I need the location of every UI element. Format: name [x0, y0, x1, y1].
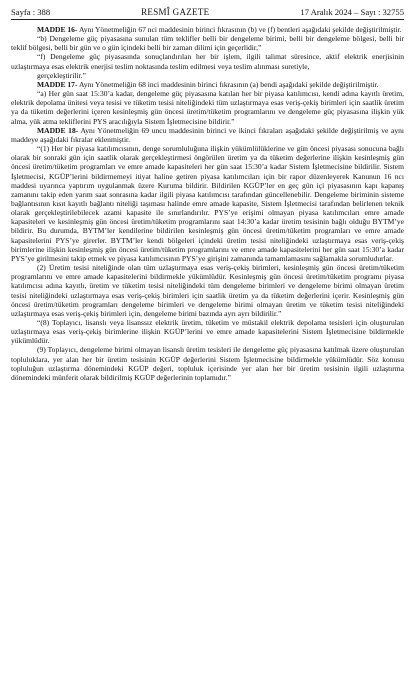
paragraph-text: (2) Üretim tesisi niteliğinde olan tüm uzlaştırmaya esas veriş-çekiş birimleri, kesinleşmiş gün öncesi üretim/tüketim programlarını ve emre amade kapasitelerini bildirmekle yükümlüdür. Kesinleşmiş gün öncesi üretim/tüketim programı piyasa katılımcısı adına kayıtlı, üretim ve tüketim tesisi niteliğindeki tüm dengeleme birimleri ve dengeleme birimi olmayan üretim tesisi niteliğindeki uzlaştırmaya esas veriş-çekiş birimleri için saatlik üretim ya da tüketim değerlerini içerir. Kesinleşmiş gün öncesi üretim/tüketim programları dengeleme birimleri ve dengeleme birimi olmayan üretim ve tüketim tesisi niteliğindeki uzlaştırmaya esas veriş-çekiş birimleri için, dengeleme birimi bazında ayrı ayrı bildirilir.”	[11, 263, 404, 318]
paragraph-text: “(8) Toplayıcı, lisanslı veya lisanssız elektrik üretim, tüketim ve müstakil elektrik depolama tesisleri için oluşturulan uzlaştırmaya esas veriş-çekiş birimlerine ilişkin KGÜP’lerini ve emre amade kapasitelerini Sistem İşletmecisine bildirmekle yükümlüdür.	[11, 318, 404, 346]
article-number: MADDE 16-	[37, 25, 78, 34]
paragraph	[11, 126, 404, 144]
paragraph	[11, 25, 404, 34]
paragraph	[11, 80, 404, 89]
paragraph-text: Aynı Yönetmeliğin 69 uncu maddesinin birinci ve ikinci fıkraları aşağıdaki şekilde değiştirilmiş ve aynı maddeye aşağıdaki fıkralar eklenmiştir.	[11, 125, 404, 144]
paragraph-text: “b) Dengeleme güç piyasasına sunulan tüm teklifler belli bir dengeleme birimi, belli bir dengeleme bölgesi, belli bir teklif bölgesi, belli bir gün ve o gün içindeki belli bir zaman dilimi için geçerlidir,”	[11, 34, 404, 53]
paragraph	[11, 89, 404, 126]
paragraph-text: “a) Her gün saat 15:30’a kadar, dengeleme güç piyasasına katılan her bir piyasa katılımcısı, kendi adına kayıtlı üretim, elektrik depolama ünitesi veya tesisi ve tüketim tesisi niteliğindeki tüm uzlaştırmaya esas veriş-çekiş birimleri için saatlik üretim ya da tüketim değerlerini içeren kesinleşmiş gün öncesi üretim/tüketim programlarını ve dengeleme güç piyasasına ilişkin yük alma, yük atma tekliflerini PYS aracılığıyla Sistem İşletmecisine bildirir.”	[11, 89, 404, 126]
page-header	[11, 7, 404, 20]
paragraph	[11, 52, 404, 70]
issue-date: 17 Aralık 2024 – Sayı : 32755	[300, 7, 404, 17]
paragraph-text: “f) Dengeleme güç piyasasında sonuçlandırılan her bir işlem, ilgili talimat süresince, aktif elektrik enerjisinin uzlaştırmaya esas elektrik enerjisi teslim noktasında teslim edilmesi veya teslim alınması suretiyle,	[11, 52, 404, 71]
paragraph-text: Aynı Yönetmeliğin 68 inci maddesinin birinci fıkrasının (a) bendi aşağıdaki şekilde değiştirilmiştir.	[77, 79, 379, 89]
paragraph	[11, 345, 404, 382]
gazette-title: RESMÎ GAZETE	[141, 7, 210, 17]
article-number: MADDE 18-	[37, 125, 79, 135]
paragraph-text: “(1) Her bir piyasa katılımcısının, denge sorumluluğuna ilişkin yükümlülüklerine ve gün öncesi piyasası sonucuna bağlı olarak bir sonraki gün için saatlik olarak gerçekleştirmesi öngörülen üretim ya da tüketim değerlerine ilişkin kesinleşmiş gün öncesi üretim/tüketim programları ve emre amade kapasiteleri her gün saat 15:30’a kadar Sistem İşletmecisine bildirilir. Sistem İşletmecisi, KGÜP’lerini bildirmemeyi itiyat haline getiren piyasa katılımcıları için bir rapor düzenleyerek Kanunun 16 ncı maddesi uyarınca yaptırım uygulanmak üzere Kuruma bildirir. Bildirilen KGÜP’ler en geç gün içi piyasasının kapı kapanış zamanını takip eden yarım saat sonrasına kadar ilgili piyasa katılımcısı tarafından güncellenebilir. Dengeleme biriminin sisteme bağlantısının kısıt kayıtlı bağlantı niteliği taşıması halinde emre amade kapasite, Sistem İşletmecisi tarafından belirlenen teknik olarak gerçekleştirilebilecek azami kapasite ile sınırlandırılır. PYS’ye erişimi olmayan piyasa katılımcıları emre amade kapasiteleri ve kesinleşmiş gün öncesi üretim/tüketim programlarını saat 14:30’a kadar üretim tesisinin bağlı olduğu BYTM’ye bildirir. Bu durumda, BYTM’ler kendilerine bildirilen kesinleşmiş gün öncesi üretim/tüketim programları ve emre amade kapasitelerini PYS’ye girerler. BYTM’ler kendi bölgeleri içindeki üretim tesisi niteliğindeki uzlaştırmaya esas veriş-çekiş birimlerine ilişkin kesinleşmiş gün öncesi üretim/tüketim programlarını ve emre amade kapasitelerini her gün saat 15:30’a kadar PYS’ye girilmesini takip etmek ve piyasa katılımcısının PYS’ye girişini zamanında tamamlamasını sağlamakla sorumludurlar.	[11, 144, 404, 263]
article-number: MADDE 17-	[37, 79, 78, 89]
paragraph	[11, 318, 404, 345]
paragraph	[11, 71, 404, 80]
paragraph-text: gerçekleştirilir.”	[37, 70, 86, 80]
paragraph	[11, 34, 404, 52]
paragraph	[11, 263, 404, 318]
page-number: Sayfa : 388	[11, 7, 51, 17]
paragraph	[11, 144, 404, 263]
document-body	[11, 25, 404, 382]
paragraph-text: Aynı Yönetmeliğin 67 nci maddesinin birinci fıkrasının (b) ve (f) bentleri aşağıdaki şekilde değiştirilmiştir.	[77, 25, 402, 34]
paragraph-text: (9) Toplayıcı, dengeleme birimi olmayan lisanslı üretim tesisleri ile dengeleme güç piyasasına katılmak üzere oluşturulan topluluklara, yer alan her bir üretim tesisinin KGÜP değerlerini Sistem İşletmecisine bildirmekle yükümlüdür. Söz konusu topluluğun uzlaştırma dönemindeki KGÜP değeri, topluluk içerisinde yer alan her bir üretim tesisinin ilgili uzlaştırma dönemindeki münferit olarak bildirilmiş KGÜP değerlerinin toplamıdır.”	[11, 345, 404, 382]
